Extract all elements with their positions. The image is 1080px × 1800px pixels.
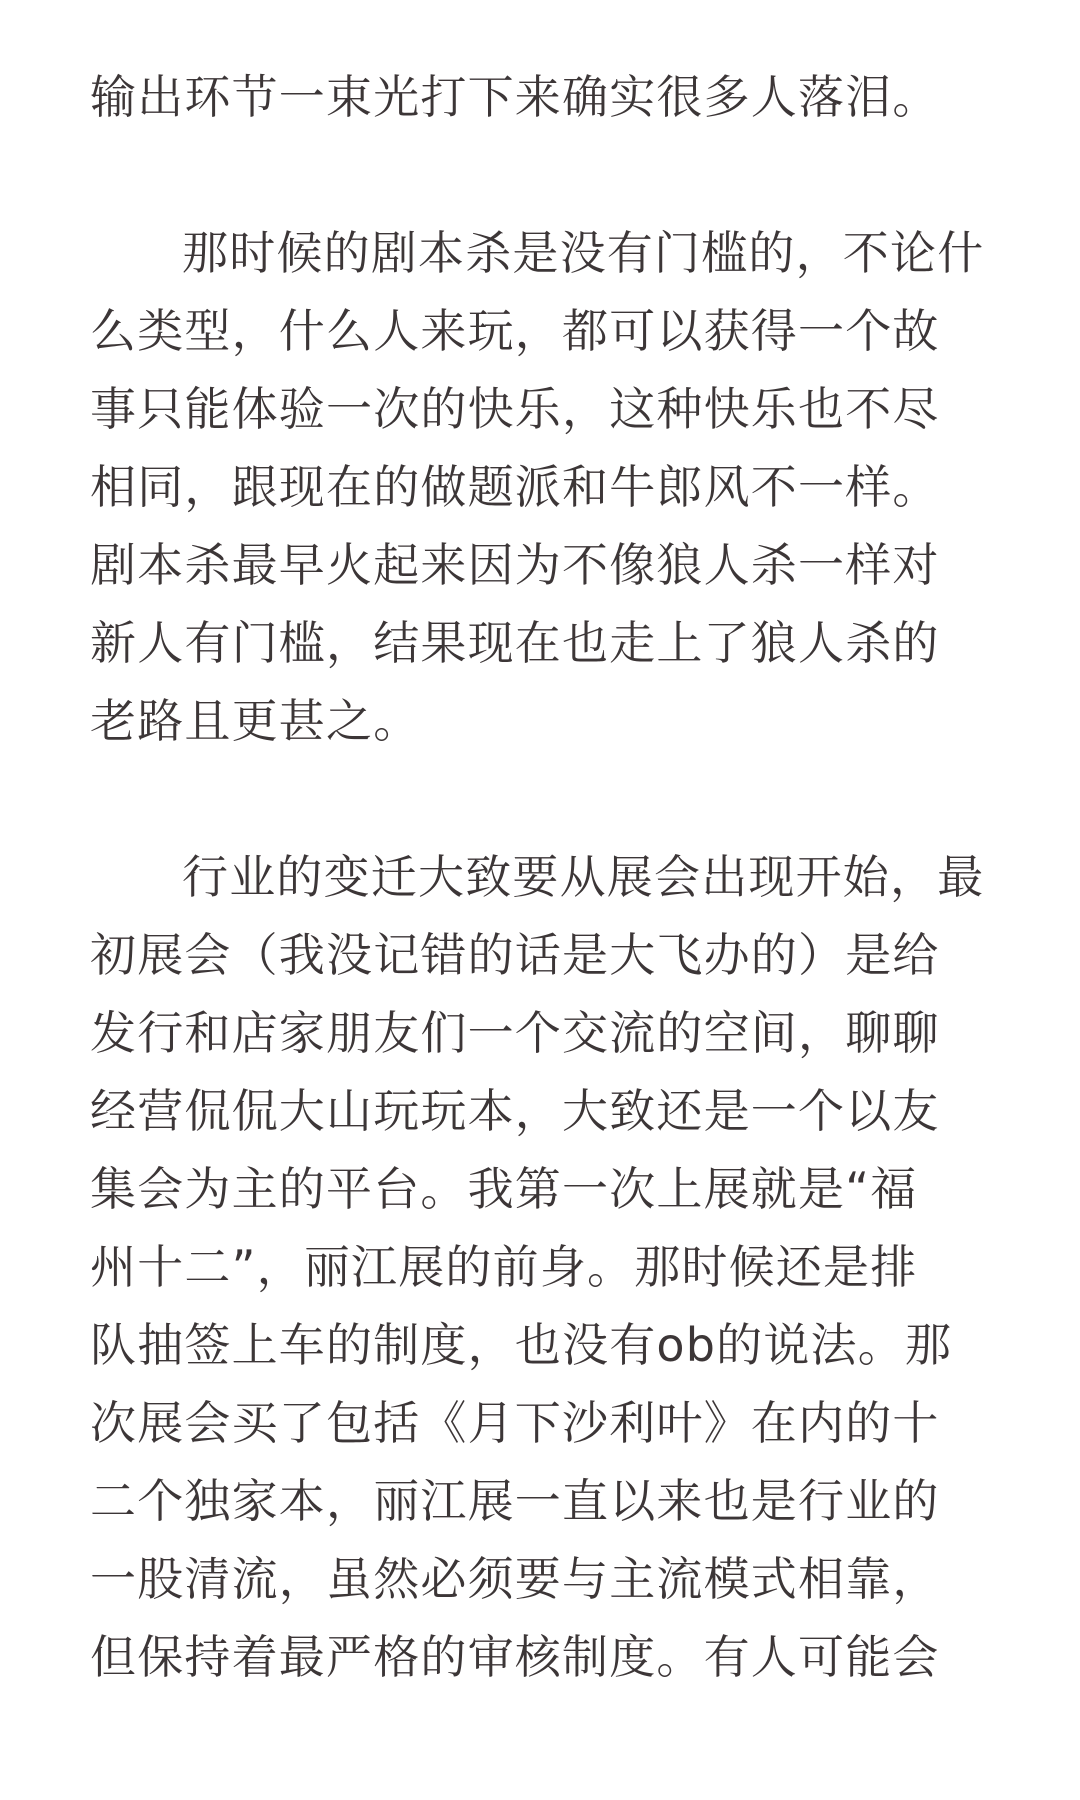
text-line: 集会为主的平台。我第一次上展就是“福 — [90, 1162, 918, 1216]
text-line: 一股清流，虽然必须要与主流模式相靠， — [90, 1552, 940, 1606]
text-line: 初展会（我没记错的话是大飞办的）是给 — [90, 928, 940, 982]
text-line: 么类型，什么人来玩，都可以获得一个故 — [90, 304, 940, 358]
text-line: 次展会买了包括《月下沙利叶》在内的十 — [90, 1396, 940, 1450]
text-line: 事只能体验一次的快乐，这种快乐也不尽 — [90, 382, 940, 436]
paragraph-spacer — [90, 136, 990, 214]
text-line: 剧本杀最早火起来因为不像狼人杀一样对 — [90, 538, 940, 592]
article-body — [90, 58, 990, 1696]
paragraph-1 — [90, 58, 990, 136]
text-line: 那时候的剧本杀是没有门槛的，不论什 — [182, 226, 985, 280]
paragraph-2 — [90, 214, 990, 760]
text-line: 但保持着最严格的审核制度。有人可能会 — [90, 1630, 940, 1684]
text-line: 行业的变迁大致要从展会出现开始，最 — [182, 850, 985, 904]
text-line: 队抽签上车的制度，也没有ob的说法。那 — [90, 1318, 953, 1372]
text-line: 新人有门槛，结果现在也走上了狼人杀的 — [90, 616, 940, 670]
text-line: 经营侃侃大山玩玩本，大致还是一个以友 — [90, 1084, 940, 1138]
text-line: 相同，跟现在的做题派和牛郎风不一样。 — [90, 460, 940, 514]
text-line: 老路且更甚之。 — [90, 694, 421, 748]
paragraph-spacer — [90, 760, 990, 838]
text-line: 州十二”，丽江展的前身。那时候还是排 — [90, 1240, 918, 1294]
text-line: 发行和店家朋友们一个交流的空间，聊聊 — [90, 1006, 940, 1060]
paragraph-3 — [90, 838, 990, 1696]
text-line: 二个独家本，丽江展一直以来也是行业的 — [90, 1474, 940, 1528]
text-line: 输出环节一束光打下来确实很多人落泪。 — [90, 70, 940, 124]
